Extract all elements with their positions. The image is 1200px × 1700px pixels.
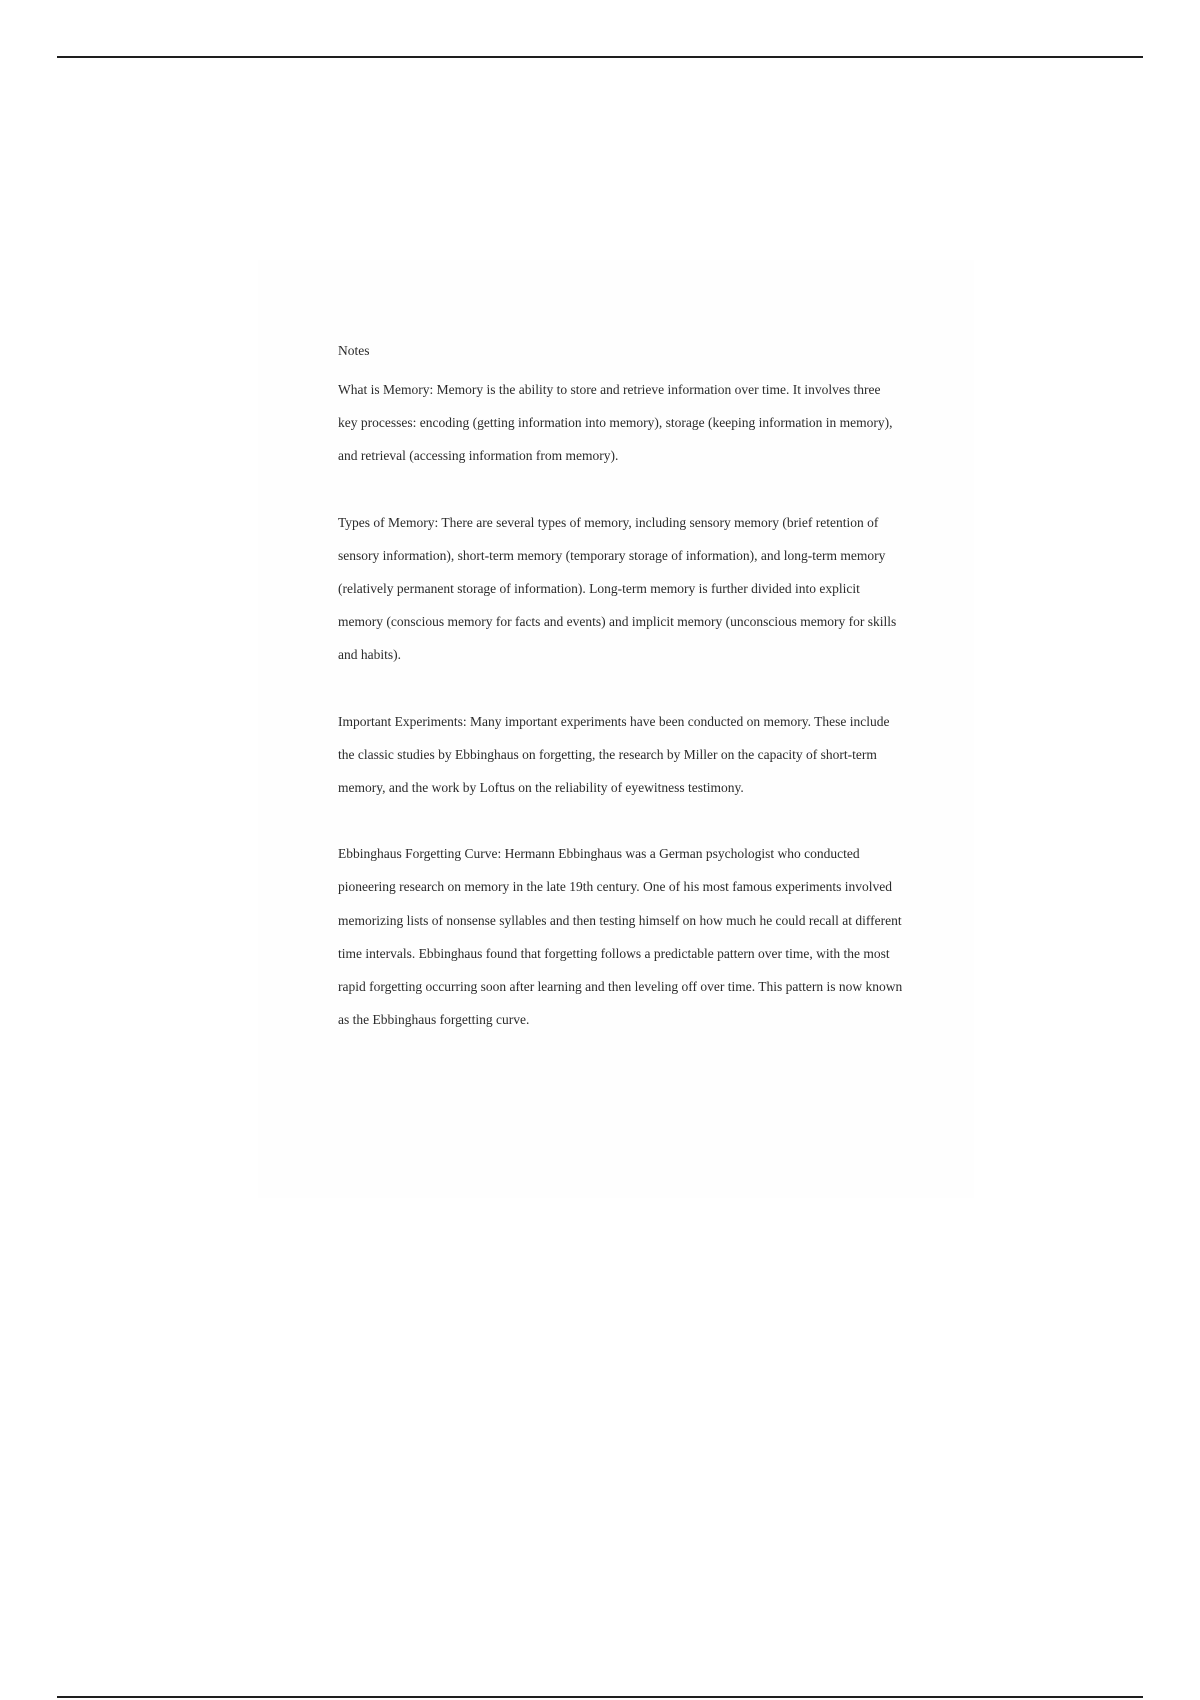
top-divider: [57, 56, 1143, 58]
paragraph-important-experiments: Important Experiments: Many important experiments have been conducted on memory. These include the classic studies by Ebbinghaus on forgetting, the research by Miller on the capacity of short-term memory, and the work by Loftus on the reliability of eyewitness testimony.: [338, 713, 890, 796]
bottom-divider: [57, 1696, 1143, 1698]
paragraph-types-of-memory: Types of Memory: There are several types of memory, including sensory memory (brief retention of sensory information), short-term memory (temporary storage of information), and long-term memory (relatively permanent storage of information). Long-term memory is further divided into explicit memory (conscious memory for facts and events) and implicit memory (unconscious memory for skills and habits).: [338, 514, 897, 663]
paragraph-what-is-memory: What is Memory: Memory is the ability to store and retrieve information over time. It involves three key processes: encoding (getting information into memory), storage (keeping information in memory), and retrieval (accessing information from memory).: [338, 382, 893, 464]
document-body: [338, 340, 903, 1069]
document-title: Notes: [338, 343, 370, 358]
paragraph-ebbinghaus-curve: Ebbinghaus Forgetting Curve: Hermann Ebbinghaus was a German psychologist who conducted pioneering research on memory in the late 19th century. One of his most famous experiments involved memorizing lists of nonsense syllables and then testing himself on how much he could recall at different time intervals. Ebbinghaus found that forgetting follows a predictable pattern over time, with the most rapid forgetting occurring soon after learning and then leveling off over time. This pattern is now known as the Ebbinghaus forgetting curve.: [338, 846, 903, 1028]
